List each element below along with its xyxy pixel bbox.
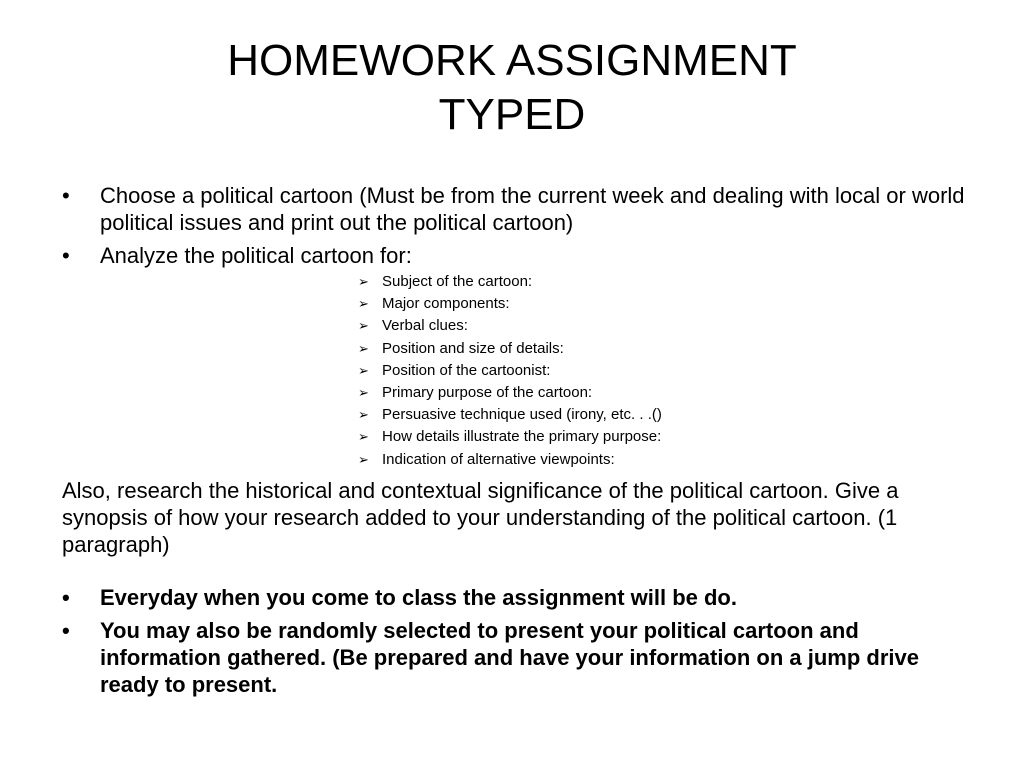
sub-item-text: Subject of the cartoon: — [382, 273, 533, 290]
sub-item-text: Verbal clues: — [382, 317, 468, 335]
slide-body — [62, 182, 972, 704]
title-line-2: TYPED — [438, 90, 586, 139]
bullet-icon: • — [62, 617, 70, 643]
sub-item — [358, 382, 972, 404]
sub-item-text: Indication of alternative viewpoints: — [382, 450, 615, 468]
bullet-item — [62, 182, 972, 236]
bold-bullet-text: Everyday when you come to class the assignment will be do. — [100, 584, 737, 610]
arrow-bullet-icon: ➢ — [358, 362, 369, 378]
arrow-bullet-icon: ➢ — [358, 429, 369, 445]
bullet-icon: • — [62, 183, 70, 208]
bullet-text: Analyze the political cartoon for: — [100, 243, 412, 268]
bullet-icon: • — [62, 584, 70, 610]
arrow-bullet-icon: ➢ — [358, 407, 369, 423]
bullet-item — [62, 242, 972, 471]
sub-item — [358, 449, 972, 471]
arrow-bullet-icon: ➢ — [358, 451, 369, 467]
bullet-text: Choose a political cartoon (Must be from the current week and dealing with local or world political issues and print out the political cartoon) — [100, 183, 965, 235]
bullet-icon: • — [62, 243, 70, 268]
sub-item-text: Persuasive technique used (irony, etc. . .() — [382, 406, 662, 424]
sub-item-text: Position of the cartoonist: — [382, 361, 551, 379]
sub-item — [358, 426, 972, 448]
bold-bullet-item — [62, 584, 972, 611]
sub-item — [358, 271, 972, 293]
sub-item — [358, 404, 972, 426]
title-line-1: HOMEWORK ASSIGNMENT — [227, 36, 797, 85]
arrow-bullet-icon: ➢ — [358, 274, 369, 289]
sub-item — [358, 293, 972, 315]
research-paragraph: Also, research the historical and contextual significance of the political cartoon. Give a synopsis of how your research added to your understanding of the political cartoon. (1 paragraph) — [62, 477, 899, 557]
sub-item-text: Position and size of details: — [382, 339, 564, 357]
bold-bullet-text: You may also be randomly selected to present your political cartoon and information gathered. (Be prepared and have your information on a jump drive ready to present. — [100, 617, 920, 697]
slide-title — [0, 34, 1024, 142]
arrow-bullet-icon: ➢ — [358, 296, 369, 312]
sub-item — [358, 338, 972, 360]
sub-item-text: Major components: — [382, 295, 510, 313]
sub-bullet-list — [100, 271, 972, 471]
arrow-bullet-icon: ➢ — [358, 318, 369, 334]
bold-bullet-list — [62, 584, 972, 698]
bold-bullet-item — [62, 617, 972, 698]
arrow-bullet-icon: ➢ — [358, 385, 369, 401]
arrow-bullet-icon: ➢ — [358, 340, 369, 356]
bullet-list — [62, 182, 972, 471]
sub-item — [358, 315, 972, 337]
sub-item — [358, 360, 972, 382]
sub-item-text: How details illustrate the primary purpose: — [382, 428, 662, 446]
sub-item-text: Primary purpose of the cartoon: — [382, 384, 593, 402]
